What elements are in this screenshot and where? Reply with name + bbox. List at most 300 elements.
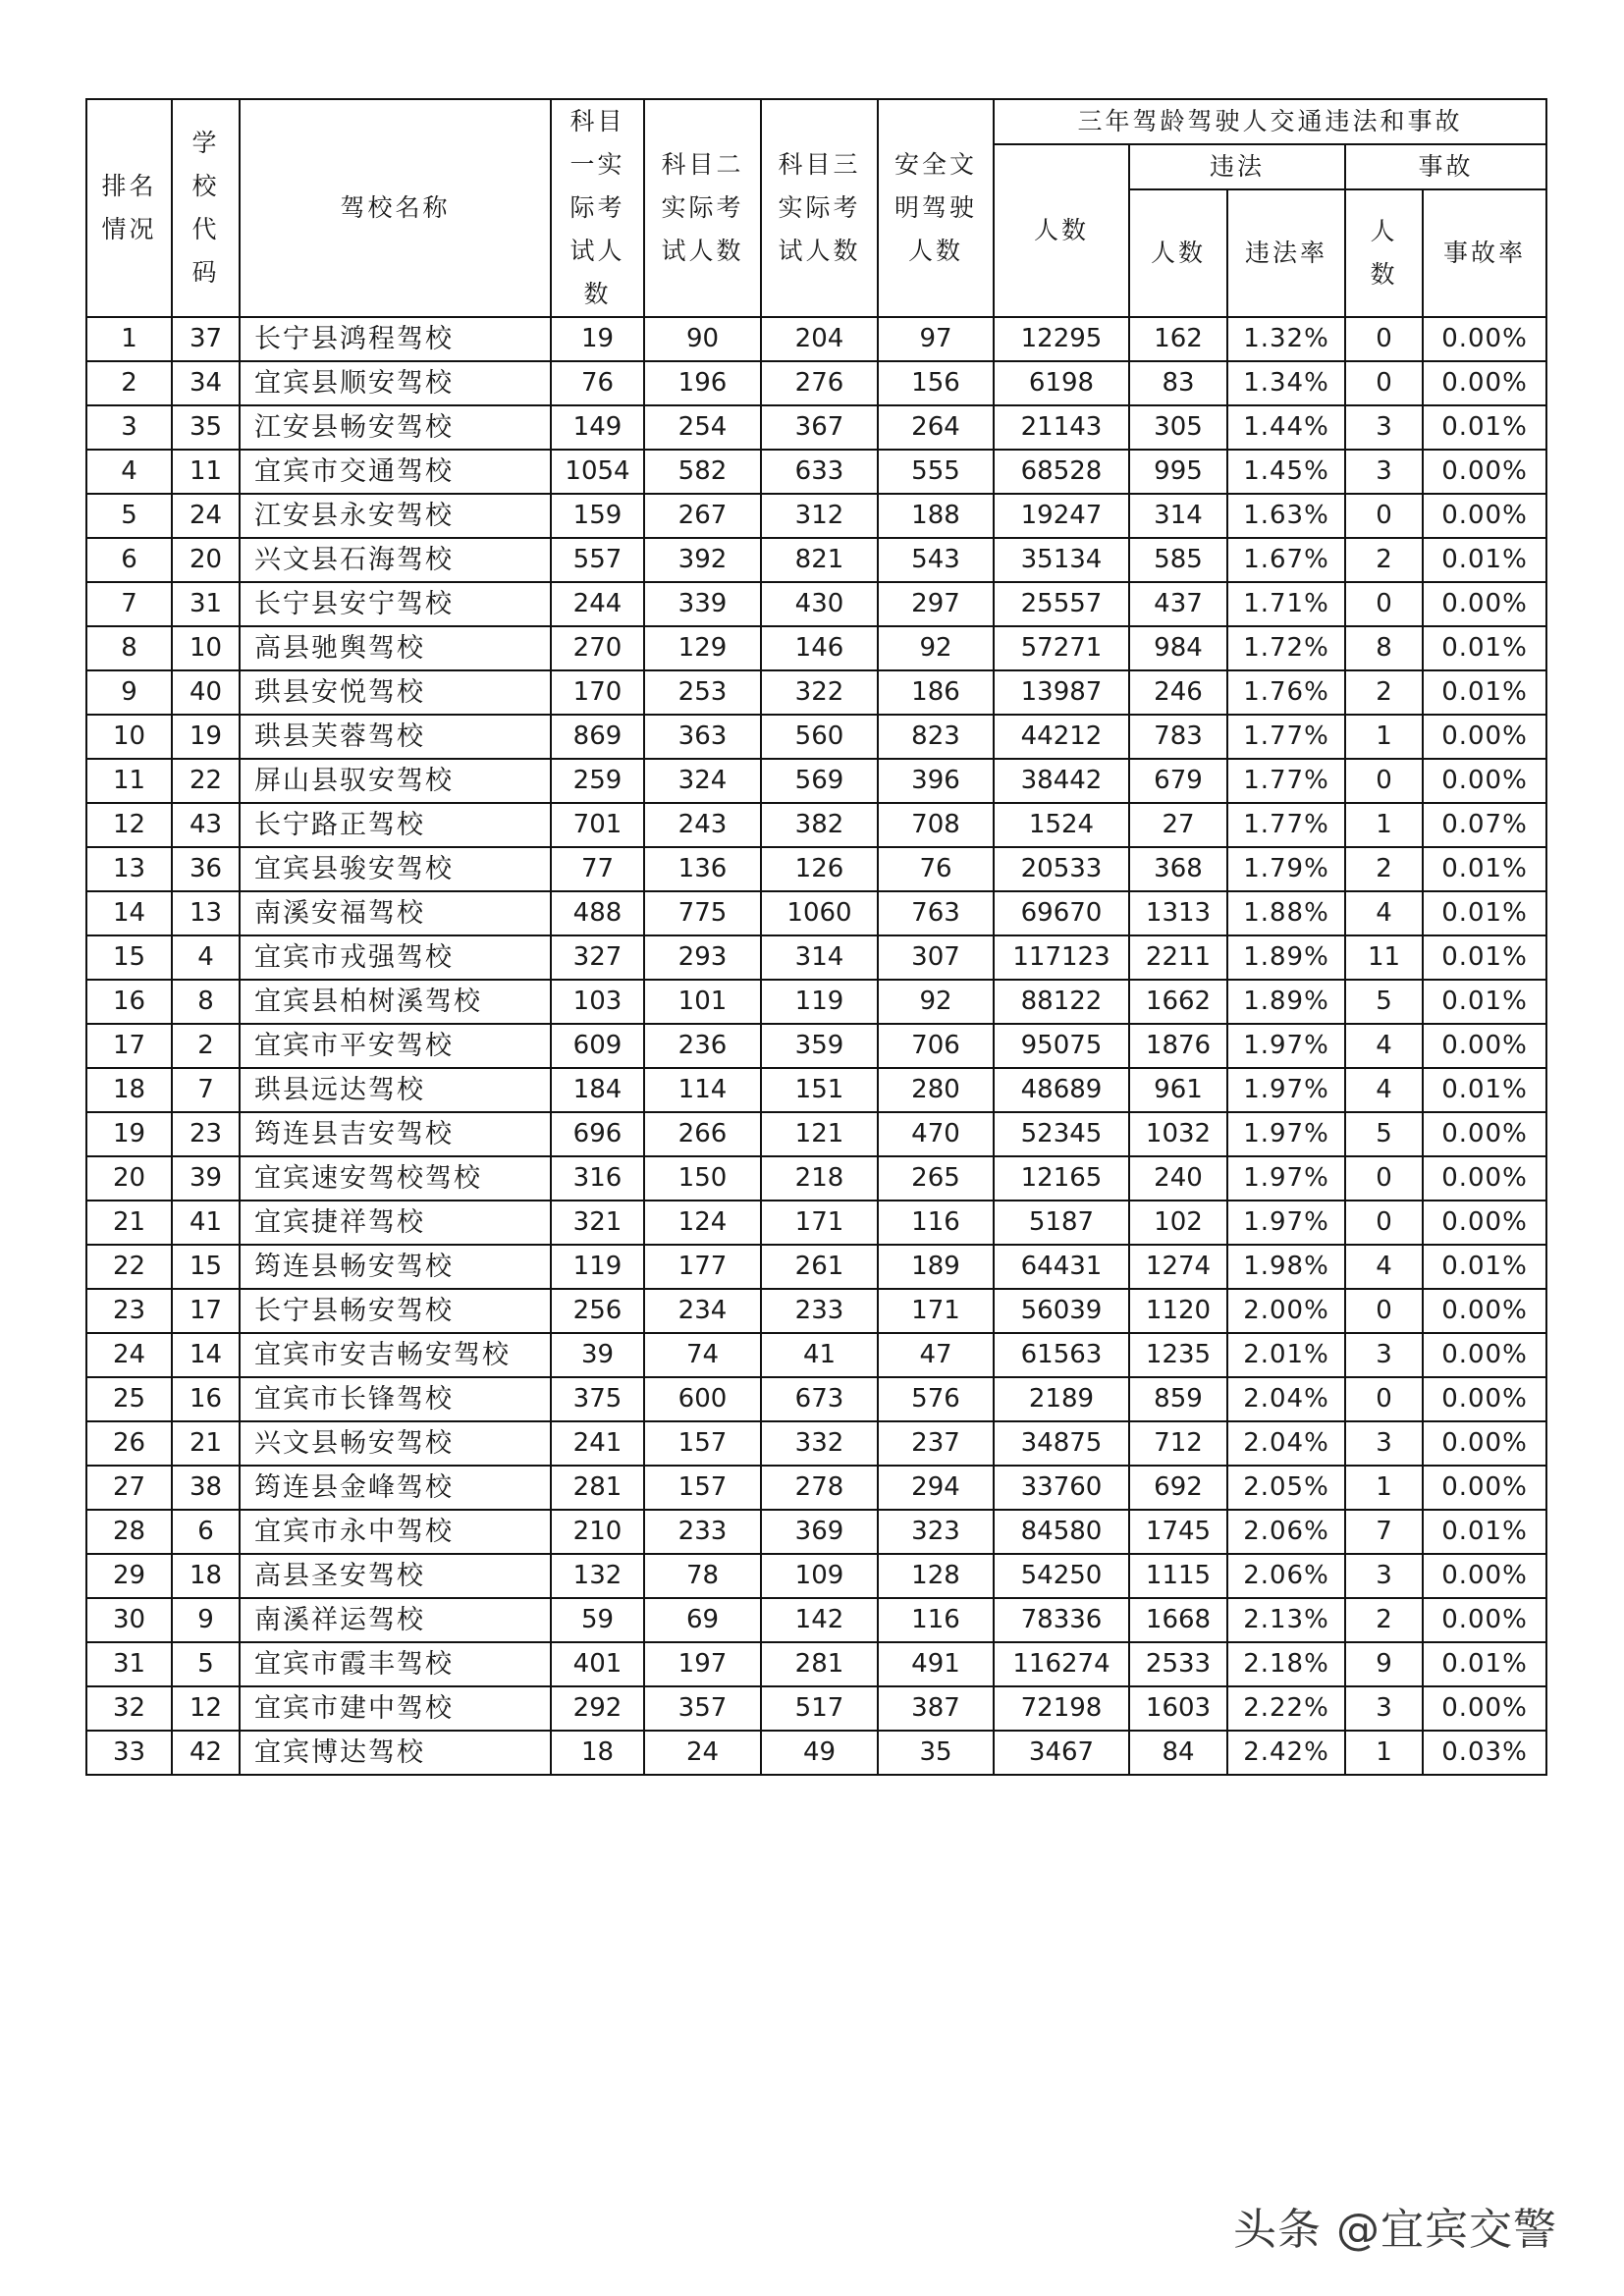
violation-rate-cell: 2.05% (1227, 1466, 1345, 1510)
safe-driving-cell: 265 (878, 1156, 994, 1201)
table-row (86, 935, 1546, 980)
violation-rate-cell: 1.77% (1227, 803, 1345, 847)
subject3-cell: 218 (761, 1156, 878, 1201)
driving-school-ranking-table (85, 98, 1547, 1776)
rank-cell: 24 (86, 1333, 172, 1377)
violation-count-cell: 961 (1129, 1068, 1227, 1112)
safe-driving-cell: 763 (878, 891, 994, 935)
rank-cell: 12 (86, 803, 172, 847)
subject1-cell: 184 (551, 1068, 644, 1112)
header-group-title: 三年驾龄驾驶人交通违法和事故 (994, 99, 1546, 144)
subject3-cell: 369 (761, 1510, 878, 1554)
accident-count-cell: 1 (1345, 803, 1423, 847)
rank-cell: 17 (86, 1024, 172, 1068)
code-cell: 43 (172, 803, 240, 847)
drivers-cell: 64431 (994, 1245, 1129, 1289)
violation-count-cell: 314 (1129, 494, 1227, 538)
violation-count-cell: 1313 (1129, 891, 1227, 935)
violation-rate-cell: 1.34% (1227, 361, 1345, 405)
code-cell: 15 (172, 1245, 240, 1289)
header-accident-group: 事故 (1345, 144, 1546, 189)
drivers-cell: 12165 (994, 1156, 1129, 1201)
rank-cell: 14 (86, 891, 172, 935)
subject2-cell: 157 (644, 1466, 761, 1510)
table-row (86, 582, 1546, 626)
safe-driving-cell: 307 (878, 935, 994, 980)
accident-rate-cell: 0.00% (1423, 361, 1546, 405)
school-name-cell: 江安县永安驾校 (240, 494, 551, 538)
code-cell: 11 (172, 450, 240, 494)
violation-count-cell: 102 (1129, 1201, 1227, 1245)
rank-cell: 9 (86, 670, 172, 715)
school-name-cell: 长宁路正驾校 (240, 803, 551, 847)
violation-count-cell: 1274 (1129, 1245, 1227, 1289)
rank-cell: 33 (86, 1731, 172, 1775)
drivers-cell: 25557 (994, 582, 1129, 626)
header-subject3: 科目三实际考试人数 (761, 99, 878, 317)
violation-count-cell: 84 (1129, 1731, 1227, 1775)
table-row (86, 1466, 1546, 1510)
table-row (86, 538, 1546, 582)
safe-driving-cell: 396 (878, 759, 994, 803)
code-cell: 38 (172, 1466, 240, 1510)
violation-count-cell: 246 (1129, 670, 1227, 715)
subject1-cell: 316 (551, 1156, 644, 1201)
subject3-cell: 146 (761, 626, 878, 670)
table-row (86, 1024, 1546, 1068)
subject2-cell: 196 (644, 361, 761, 405)
school-name-cell: 宜宾市交通驾校 (240, 450, 551, 494)
header-accident-rate: 事故率 (1423, 189, 1546, 317)
violation-rate-cell: 1.44% (1227, 405, 1345, 450)
school-name-cell: 宜宾市永中驾校 (240, 1510, 551, 1554)
code-cell: 35 (172, 405, 240, 450)
code-cell: 37 (172, 317, 240, 361)
subject2-cell: 775 (644, 891, 761, 935)
table-row (86, 1201, 1546, 1245)
drivers-cell: 19247 (994, 494, 1129, 538)
school-name-cell: 长宁县畅安驾校 (240, 1289, 551, 1333)
violation-count-cell: 2533 (1129, 1642, 1227, 1686)
subject2-cell: 150 (644, 1156, 761, 1201)
accident-count-cell: 0 (1345, 1156, 1423, 1201)
subject2-cell: 74 (644, 1333, 761, 1377)
subject3-cell: 261 (761, 1245, 878, 1289)
subject3-cell: 560 (761, 715, 878, 759)
accident-count-cell: 0 (1345, 1377, 1423, 1421)
subject3-cell: 109 (761, 1554, 878, 1598)
subject3-cell: 204 (761, 317, 878, 361)
rank-cell: 10 (86, 715, 172, 759)
subject3-cell: 276 (761, 361, 878, 405)
rank-cell: 3 (86, 405, 172, 450)
subject3-cell: 142 (761, 1598, 878, 1642)
violation-count-cell: 984 (1129, 626, 1227, 670)
subject2-cell: 69 (644, 1598, 761, 1642)
table-header (86, 99, 1546, 317)
accident-rate-cell: 0.00% (1423, 715, 1546, 759)
code-cell: 42 (172, 1731, 240, 1775)
violation-count-cell: 1745 (1129, 1510, 1227, 1554)
accident-rate-cell: 0.01% (1423, 626, 1546, 670)
subject1-cell: 259 (551, 759, 644, 803)
safe-driving-cell: 186 (878, 670, 994, 715)
violation-count-cell: 162 (1129, 317, 1227, 361)
subject3-cell: 673 (761, 1377, 878, 1421)
violation-count-cell: 585 (1129, 538, 1227, 582)
table-row (86, 1289, 1546, 1333)
accident-count-cell: 0 (1345, 361, 1423, 405)
rank-cell: 11 (86, 759, 172, 803)
school-name-cell: 宜宾县柏树溪驾校 (240, 980, 551, 1024)
violation-count-cell: 692 (1129, 1466, 1227, 1510)
accident-rate-cell: 0.01% (1423, 538, 1546, 582)
subject3-cell: 233 (761, 1289, 878, 1333)
code-cell: 10 (172, 626, 240, 670)
subject1-cell: 119 (551, 1245, 644, 1289)
subject1-cell: 132 (551, 1554, 644, 1598)
school-name-cell: 宜宾县骏安驾校 (240, 847, 551, 891)
subject3-cell: 278 (761, 1466, 878, 1510)
accident-rate-cell: 0.01% (1423, 980, 1546, 1024)
safe-driving-cell: 35 (878, 1731, 994, 1775)
accident-rate-cell: 0.00% (1423, 1554, 1546, 1598)
rank-cell: 26 (86, 1421, 172, 1466)
table-row (86, 1686, 1546, 1731)
school-name-cell: 宜宾市长锋驾校 (240, 1377, 551, 1421)
accident-rate-cell: 0.01% (1423, 935, 1546, 980)
drivers-cell: 78336 (994, 1598, 1129, 1642)
subject2-cell: 24 (644, 1731, 761, 1775)
table-row (86, 1068, 1546, 1112)
subject2-cell: 101 (644, 980, 761, 1024)
header-code: 学校代码 (172, 99, 240, 317)
table-row (86, 1554, 1546, 1598)
violation-count-cell: 27 (1129, 803, 1227, 847)
drivers-cell: 57271 (994, 626, 1129, 670)
violation-rate-cell: 2.04% (1227, 1377, 1345, 1421)
violation-count-cell: 83 (1129, 361, 1227, 405)
subject1-cell: 210 (551, 1510, 644, 1554)
drivers-cell: 88122 (994, 980, 1129, 1024)
code-cell: 12 (172, 1686, 240, 1731)
school-name-cell: 珙县芙蓉驾校 (240, 715, 551, 759)
accident-rate-cell: 0.00% (1423, 759, 1546, 803)
subject1-cell: 701 (551, 803, 644, 847)
accident-count-cell: 4 (1345, 1068, 1423, 1112)
code-cell: 22 (172, 759, 240, 803)
violation-count-cell: 1032 (1129, 1112, 1227, 1156)
subject3-cell: 314 (761, 935, 878, 980)
safe-driving-cell: 280 (878, 1068, 994, 1112)
table-row (86, 450, 1546, 494)
subject3-cell: 633 (761, 450, 878, 494)
school-name-cell: 宜宾市平安驾校 (240, 1024, 551, 1068)
safe-driving-cell: 116 (878, 1598, 994, 1642)
accident-count-cell: 11 (1345, 935, 1423, 980)
rank-cell: 27 (86, 1466, 172, 1510)
table-row (86, 317, 1546, 361)
accident-rate-cell: 0.00% (1423, 1156, 1546, 1201)
accident-rate-cell: 0.01% (1423, 1068, 1546, 1112)
table-row (86, 1510, 1546, 1554)
drivers-cell: 56039 (994, 1289, 1129, 1333)
subject1-cell: 1054 (551, 450, 644, 494)
violation-count-cell: 437 (1129, 582, 1227, 626)
subject2-cell: 236 (644, 1024, 761, 1068)
code-cell: 8 (172, 980, 240, 1024)
violation-rate-cell: 2.13% (1227, 1598, 1345, 1642)
header-drivers: 人数 (994, 144, 1129, 317)
violation-rate-cell: 1.79% (1227, 847, 1345, 891)
violation-rate-cell: 1.89% (1227, 935, 1345, 980)
table-row (86, 1731, 1546, 1775)
table-row (86, 1112, 1546, 1156)
subject2-cell: 234 (644, 1289, 761, 1333)
accident-count-cell: 4 (1345, 1245, 1423, 1289)
subject3-cell: 281 (761, 1642, 878, 1686)
violation-count-cell: 1876 (1129, 1024, 1227, 1068)
violation-rate-cell: 2.00% (1227, 1289, 1345, 1333)
subject2-cell: 78 (644, 1554, 761, 1598)
rank-cell: 28 (86, 1510, 172, 1554)
header-violation-rate: 违法率 (1227, 189, 1345, 317)
violation-rate-cell: 1.45% (1227, 450, 1345, 494)
table-row (86, 1333, 1546, 1377)
subject1-cell: 401 (551, 1642, 644, 1686)
subject3-cell: 430 (761, 582, 878, 626)
subject1-cell: 241 (551, 1421, 644, 1466)
violation-rate-cell: 1.67% (1227, 538, 1345, 582)
accident-count-cell: 0 (1345, 759, 1423, 803)
school-name-cell: 屏山县驭安驾校 (240, 759, 551, 803)
drivers-cell: 72198 (994, 1686, 1129, 1731)
subject2-cell: 136 (644, 847, 761, 891)
school-name-cell: 高县圣安驾校 (240, 1554, 551, 1598)
subject3-cell: 569 (761, 759, 878, 803)
drivers-cell: 33760 (994, 1466, 1129, 1510)
drivers-cell: 6198 (994, 361, 1129, 405)
subject1-cell: 149 (551, 405, 644, 450)
accident-count-cell: 2 (1345, 670, 1423, 715)
violation-rate-cell: 1.88% (1227, 891, 1345, 935)
accident-count-cell: 3 (1345, 1686, 1423, 1731)
violation-rate-cell: 2.01% (1227, 1333, 1345, 1377)
violation-rate-cell: 1.77% (1227, 759, 1345, 803)
rank-cell: 22 (86, 1245, 172, 1289)
violation-count-cell: 679 (1129, 759, 1227, 803)
violation-count-cell: 305 (1129, 405, 1227, 450)
subject2-cell: 582 (644, 450, 761, 494)
safe-driving-cell: 543 (878, 538, 994, 582)
violation-rate-cell: 1.72% (1227, 626, 1345, 670)
header-safe-driving: 安全文明驾驶人数 (878, 99, 994, 317)
violation-rate-cell: 1.97% (1227, 1201, 1345, 1245)
subject3-cell: 126 (761, 847, 878, 891)
accident-rate-cell: 0.01% (1423, 1642, 1546, 1686)
accident-count-cell: 9 (1345, 1642, 1423, 1686)
header-violation-count: 人数 (1129, 189, 1227, 317)
drivers-cell: 38442 (994, 759, 1129, 803)
safe-driving-cell: 470 (878, 1112, 994, 1156)
code-cell: 41 (172, 1201, 240, 1245)
drivers-cell: 68528 (994, 450, 1129, 494)
rank-cell: 21 (86, 1201, 172, 1245)
code-cell: 39 (172, 1156, 240, 1201)
violation-rate-cell: 2.04% (1227, 1421, 1345, 1466)
code-cell: 9 (172, 1598, 240, 1642)
code-cell: 18 (172, 1554, 240, 1598)
rank-cell: 7 (86, 582, 172, 626)
code-cell: 19 (172, 715, 240, 759)
subject3-cell: 312 (761, 494, 878, 538)
school-name-cell: 珙县安悦驾校 (240, 670, 551, 715)
code-cell: 6 (172, 1510, 240, 1554)
safe-driving-cell: 92 (878, 980, 994, 1024)
subject2-cell: 357 (644, 1686, 761, 1731)
subject1-cell: 327 (551, 935, 644, 980)
accident-rate-cell: 0.00% (1423, 1024, 1546, 1068)
drivers-cell: 21143 (994, 405, 1129, 450)
violation-rate-cell: 2.42% (1227, 1731, 1345, 1775)
table-row (86, 980, 1546, 1024)
table-row (86, 670, 1546, 715)
subject1-cell: 375 (551, 1377, 644, 1421)
accident-rate-cell: 0.07% (1423, 803, 1546, 847)
subject2-cell: 90 (644, 317, 761, 361)
subject2-cell: 363 (644, 715, 761, 759)
accident-rate-cell: 0.01% (1423, 891, 1546, 935)
school-name-cell: 筠连县畅安驾校 (240, 1245, 551, 1289)
table-row (86, 803, 1546, 847)
subject3-cell: 367 (761, 405, 878, 450)
school-name-cell: 南溪安福驾校 (240, 891, 551, 935)
violation-rate-cell: 2.22% (1227, 1686, 1345, 1731)
school-name-cell: 宜宾市戎强驾校 (240, 935, 551, 980)
accident-rate-cell: 0.00% (1423, 1201, 1546, 1245)
school-name-cell: 宜宾博达驾校 (240, 1731, 551, 1775)
rank-cell: 15 (86, 935, 172, 980)
subject1-cell: 159 (551, 494, 644, 538)
subject3-cell: 322 (761, 670, 878, 715)
subject3-cell: 1060 (761, 891, 878, 935)
table-row (86, 1156, 1546, 1201)
school-name-cell: 宜宾市建中驾校 (240, 1686, 551, 1731)
watermark: 头条 @宜宾交警 (1233, 2205, 1557, 2255)
violation-rate-cell: 1.89% (1227, 980, 1345, 1024)
violation-rate-cell: 1.97% (1227, 1024, 1345, 1068)
subject1-cell: 76 (551, 361, 644, 405)
table-row (86, 1642, 1546, 1686)
subject3-cell: 359 (761, 1024, 878, 1068)
accident-rate-cell: 0.03% (1423, 1731, 1546, 1775)
school-name-cell: 兴文县石海驾校 (240, 538, 551, 582)
accident-count-cell: 2 (1345, 538, 1423, 582)
school-name-cell: 珙县远达驾校 (240, 1068, 551, 1112)
drivers-cell: 20533 (994, 847, 1129, 891)
drivers-cell: 13987 (994, 670, 1129, 715)
violation-rate-cell: 1.97% (1227, 1156, 1345, 1201)
drivers-cell: 44212 (994, 715, 1129, 759)
safe-driving-cell: 116 (878, 1201, 994, 1245)
accident-rate-cell: 0.00% (1423, 1686, 1546, 1731)
accident-count-cell: 2 (1345, 847, 1423, 891)
rank-cell: 8 (86, 626, 172, 670)
rank-cell: 13 (86, 847, 172, 891)
safe-driving-cell: 387 (878, 1686, 994, 1731)
safe-driving-cell: 297 (878, 582, 994, 626)
safe-driving-cell: 189 (878, 1245, 994, 1289)
safe-driving-cell: 323 (878, 1510, 994, 1554)
subject2-cell: 339 (644, 582, 761, 626)
code-cell: 21 (172, 1421, 240, 1466)
drivers-cell: 35134 (994, 538, 1129, 582)
violation-rate-cell: 1.71% (1227, 582, 1345, 626)
code-cell: 36 (172, 847, 240, 891)
table-row (86, 1421, 1546, 1466)
subject2-cell: 114 (644, 1068, 761, 1112)
subject3-cell: 821 (761, 538, 878, 582)
rank-cell: 5 (86, 494, 172, 538)
accident-count-cell: 3 (1345, 1333, 1423, 1377)
rank-cell: 16 (86, 980, 172, 1024)
rank-cell: 1 (86, 317, 172, 361)
header-violation-group: 违法 (1129, 144, 1345, 189)
accident-rate-cell: 0.01% (1423, 1510, 1546, 1554)
subject1-cell: 256 (551, 1289, 644, 1333)
subject1-cell: 292 (551, 1686, 644, 1731)
safe-driving-cell: 171 (878, 1289, 994, 1333)
safe-driving-cell: 491 (878, 1642, 994, 1686)
subject2-cell: 124 (644, 1201, 761, 1245)
accident-count-cell: 0 (1345, 317, 1423, 361)
subject2-cell: 233 (644, 1510, 761, 1554)
violation-rate-cell: 1.97% (1227, 1068, 1345, 1112)
school-name-cell: 长宁县鸿程驾校 (240, 317, 551, 361)
subject3-cell: 119 (761, 980, 878, 1024)
subject3-cell: 151 (761, 1068, 878, 1112)
safe-driving-cell: 555 (878, 450, 994, 494)
school-name-cell: 长宁县安宁驾校 (240, 582, 551, 626)
accident-count-cell: 3 (1345, 1421, 1423, 1466)
safe-driving-cell: 128 (878, 1554, 994, 1598)
violation-count-cell: 859 (1129, 1377, 1227, 1421)
safe-driving-cell: 47 (878, 1333, 994, 1377)
drivers-cell: 84580 (994, 1510, 1129, 1554)
drivers-cell: 2189 (994, 1377, 1129, 1421)
drivers-cell: 54250 (994, 1554, 1129, 1598)
drivers-cell: 116274 (994, 1642, 1129, 1686)
safe-driving-cell: 706 (878, 1024, 994, 1068)
accident-rate-cell: 0.00% (1423, 317, 1546, 361)
table-row (86, 715, 1546, 759)
accident-count-cell: 8 (1345, 626, 1423, 670)
drivers-cell: 61563 (994, 1333, 1129, 1377)
drivers-cell: 12295 (994, 317, 1129, 361)
header-school-name: 驾校名称 (240, 99, 551, 317)
subject2-cell: 254 (644, 405, 761, 450)
accident-count-cell: 3 (1345, 450, 1423, 494)
violation-count-cell: 1603 (1129, 1686, 1227, 1731)
rank-cell: 29 (86, 1554, 172, 1598)
safe-driving-cell: 294 (878, 1466, 994, 1510)
subject3-cell: 49 (761, 1731, 878, 1775)
rank-cell: 20 (86, 1156, 172, 1201)
violation-count-cell: 240 (1129, 1156, 1227, 1201)
accident-count-cell: 5 (1345, 1112, 1423, 1156)
subject1-cell: 18 (551, 1731, 644, 1775)
subject2-cell: 392 (644, 538, 761, 582)
